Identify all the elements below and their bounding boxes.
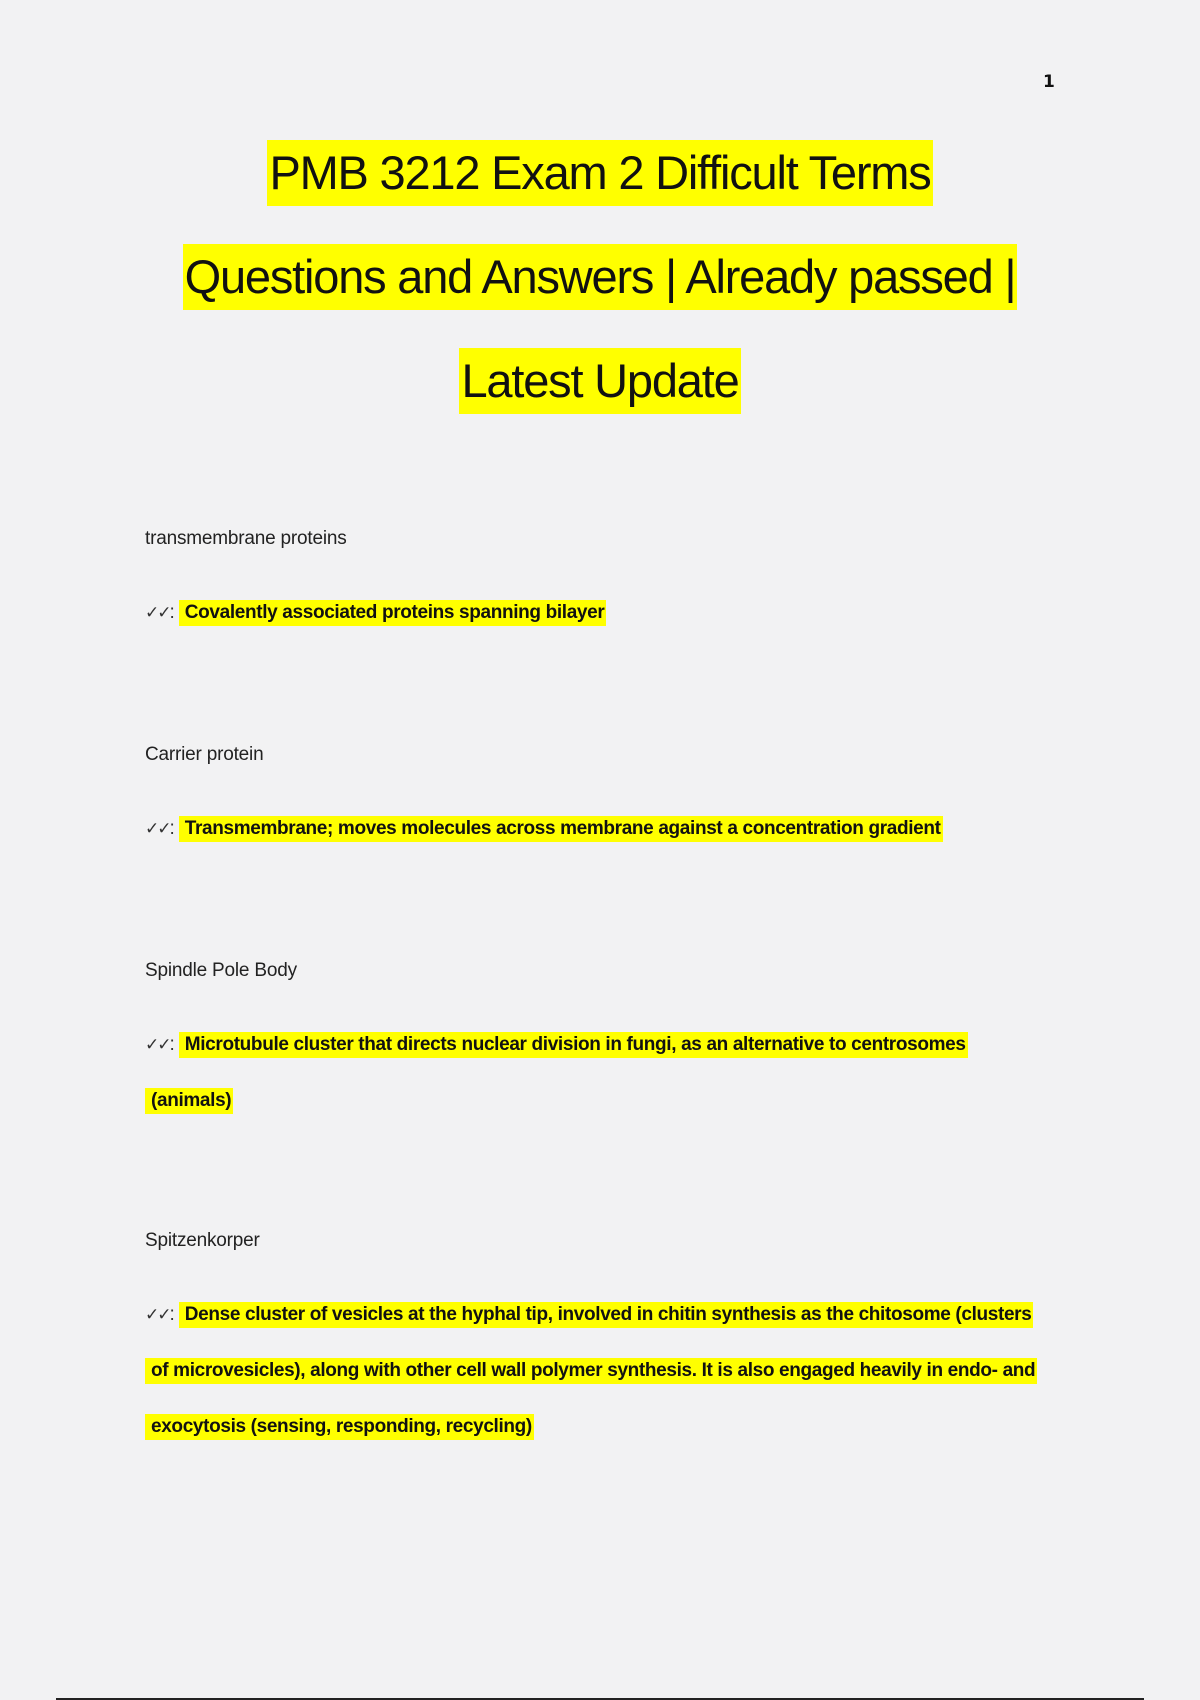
double-check-icon: ✓✓ (145, 1035, 170, 1055)
double-check-icon: ✓✓ (145, 603, 170, 623)
answer-highlight: Covalently associated proteins spanning bilayer (179, 600, 607, 626)
term-label: Carrier protein (145, 744, 264, 765)
answer-text: ✓✓: Covalently associated proteins spanning bilayer (145, 585, 1045, 641)
answer-text: ✓✓: Microtubule cluster that directs nuclear division in fungi, as an alternative to centrosomes (animals) (145, 1017, 1045, 1129)
qa-item (145, 744, 1045, 857)
term-label: Spindle Pole Body (145, 960, 297, 981)
answer-text: ✓✓: Transmembrane; moves molecules across membrane against a concentration gradient (145, 801, 1045, 857)
answer-highlight: Dense cluster of vesicles at the hyphal tip, involved in chitin synthesis as the chitosome (clusters of microvesicles), along with other cell wall polymer synthesis. It is also engaged heavily in endo- and exocytosis (sensing, responding, recycling) (145, 1302, 1037, 1440)
title-line-2: Questions and Answers | Already passed | (183, 244, 1018, 310)
answer-highlight: Microtubule cluster that directs nuclear division in fungi, as an alternative to centrosomes (animals) (145, 1032, 968, 1114)
document-title (100, 140, 1100, 452)
title-line-3: Latest Update (459, 348, 740, 414)
double-check-icon: ✓✓ (145, 1305, 170, 1325)
qa-item (145, 960, 1045, 1129)
answer-highlight: Transmembrane; moves molecules across membrane against a concentration gradient (179, 816, 943, 842)
page-number: 1 (1043, 72, 1055, 92)
double-check-icon: ✓✓ (145, 819, 170, 839)
term-label: Spitzenkorper (145, 1230, 260, 1251)
qa-item (145, 1230, 1045, 1455)
answer-text: ✓✓: Dense cluster of vesicles at the hyphal tip, involved in chitin synthesis as the chitosome (clusters of microvesicles), along with other cell wall polymer synthesis. It is also engaged heavily in endo- and exocytosis (sensing, responding, recycling) (145, 1287, 1045, 1455)
term-label: transmembrane proteins (145, 528, 347, 549)
qa-item (145, 528, 1045, 641)
title-line-1: PMB 3212 Exam 2 Difficult Terms (267, 140, 932, 206)
